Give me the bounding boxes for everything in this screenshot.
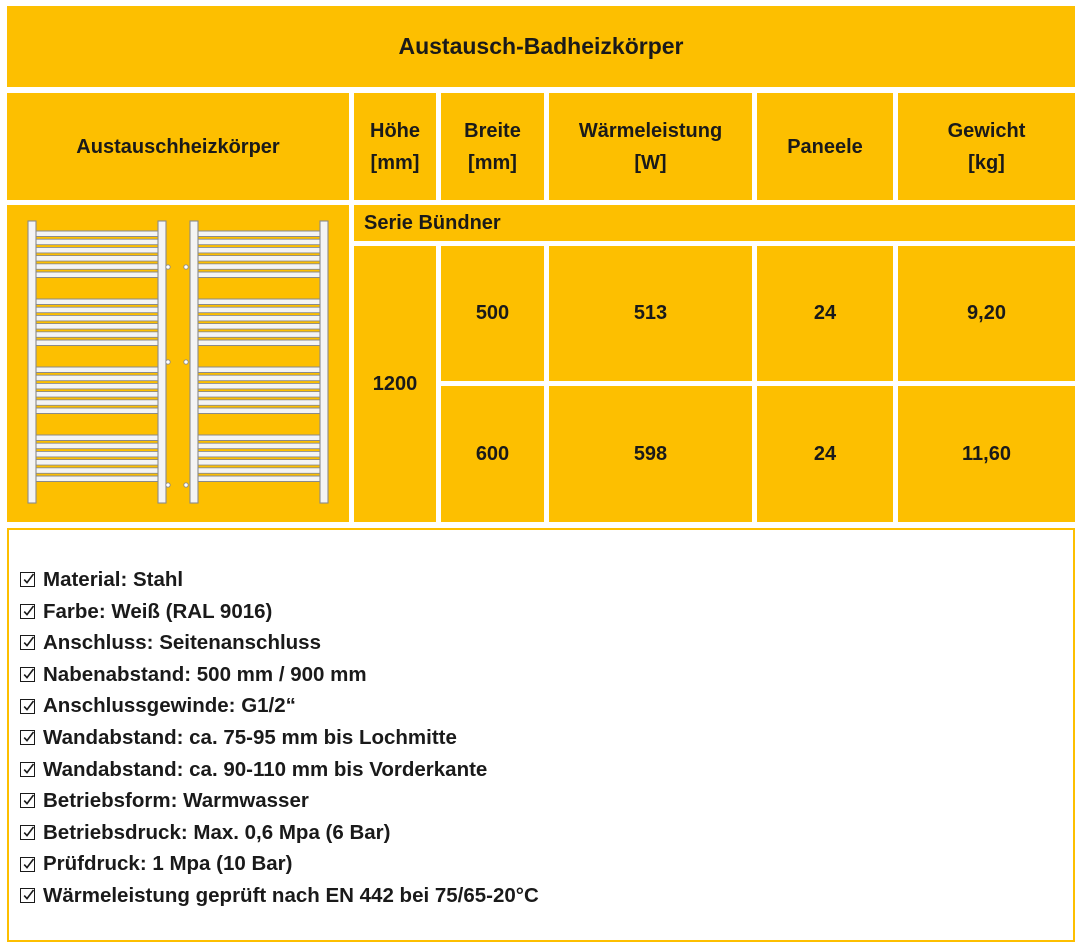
- height-value: 1200: [372, 372, 418, 395]
- row2-breite-value: 600: [475, 442, 510, 465]
- table-title-text: Austausch-Badheizkörper: [398, 33, 684, 59]
- feature-text: Wandabstand: ca. 90-110 mm bis Vorderkante: [43, 757, 488, 781]
- product-image-cell: [7, 205, 349, 522]
- checkbox-checked-icon: [20, 730, 35, 745]
- feature-text: Material: Stahl: [43, 568, 184, 591]
- feature-text: Wandabstand: ca. 75-95 mm bis Lochmitte: [43, 725, 457, 749]
- feature-item: [20, 785, 539, 817]
- header-waermeleistung: [549, 93, 752, 200]
- series-name-cell: [354, 205, 1075, 241]
- row1-waerme-value: 513: [633, 302, 668, 324]
- feature-text: Wärmeleistung geprüft nach EN 442 bei 75/65-20°C: [43, 883, 539, 907]
- feature-item: [20, 596, 539, 628]
- feature-item: [20, 564, 539, 596]
- header-hoehe-label: Höhe: [370, 119, 420, 142]
- checkbox-checked-icon: [20, 635, 35, 650]
- row2-paneele: [757, 386, 893, 522]
- row2-waermeleistung: [549, 386, 752, 522]
- checkbox-checked-icon: [20, 572, 35, 587]
- header-hoehe: [354, 93, 436, 200]
- header-breite-label: Breite: [464, 119, 521, 142]
- feature-item: [20, 754, 539, 786]
- feature-item: [20, 848, 539, 880]
- header-gewicht-label: Gewicht: [947, 119, 1026, 142]
- header-breite-unit: [mm]: [468, 151, 517, 174]
- row2-waerme-value: 598: [633, 442, 668, 465]
- header-hoehe-unit: [mm]: [370, 151, 420, 174]
- checkbox-checked-icon: [20, 762, 35, 777]
- feature-text: Betriebsdruck: Max. 0,6 Mpa (6 Bar): [43, 820, 391, 844]
- radiator-right: [184, 221, 328, 503]
- feature-text: Nabenabstand: 500 mm / 900 mm: [43, 662, 367, 686]
- header-paneele: [757, 93, 893, 200]
- feature-text: Betriebsform: Warmwasser: [43, 789, 309, 813]
- row2-gewicht-value: 11,60: [962, 442, 1011, 465]
- row1-gewicht-value: 9,20: [967, 302, 1006, 324]
- feature-text: Farbe: Weiß (RAL 9016): [43, 599, 273, 623]
- feature-text: Anschlussgewinde: G1/2“: [43, 694, 296, 718]
- checkbox-checked-icon: [20, 888, 35, 903]
- row1-breite-value: 500: [475, 302, 510, 324]
- checkbox-checked-icon: [20, 857, 35, 872]
- row1-paneele-value: 24: [813, 302, 837, 324]
- feature-item: [20, 627, 539, 659]
- table-title: [7, 6, 1075, 87]
- radiator-left: [28, 221, 170, 503]
- header-product: [7, 93, 349, 200]
- feature-item: [20, 817, 539, 849]
- checkbox-checked-icon: [20, 667, 35, 682]
- row1-paneele: [757, 246, 893, 381]
- feature-text: Anschluss: Seitenanschluss: [43, 631, 321, 655]
- checkbox-checked-icon: [20, 699, 35, 714]
- row2-paneele-value: 24: [813, 442, 837, 465]
- header-product-text: Austauschheizkörper: [76, 135, 280, 158]
- feature-item: [20, 659, 539, 691]
- header-paneele-text: Paneele: [787, 135, 863, 158]
- row1-gewicht: [898, 246, 1075, 381]
- header-gewicht-unit: [kg]: [968, 151, 1005, 174]
- header-gewicht: [898, 93, 1075, 200]
- checkbox-checked-icon: [20, 825, 35, 840]
- feature-item: [20, 880, 539, 912]
- feature-item: [20, 690, 539, 722]
- checkbox-checked-icon: [20, 604, 35, 619]
- header-waerme-label: Wärmeleistung: [578, 119, 723, 142]
- row1-waermeleistung: [549, 246, 752, 381]
- height-value-cell: [354, 246, 436, 522]
- row1-breite: [441, 246, 544, 381]
- header-waerme-unit: [W]: [634, 151, 667, 174]
- feature-text: Prüfdruck: 1 Mpa (10 Bar): [43, 852, 293, 876]
- series-name: Serie Bündner: [364, 211, 501, 234]
- checkbox-checked-icon: [20, 793, 35, 808]
- header-breite: [441, 93, 544, 200]
- row2-breite: [441, 386, 544, 522]
- features-box: [7, 528, 1075, 942]
- feature-item: [20, 722, 539, 754]
- row2-gewicht: [898, 386, 1075, 522]
- towel-radiator-icon: [22, 219, 334, 509]
- features-list: [20, 564, 539, 912]
